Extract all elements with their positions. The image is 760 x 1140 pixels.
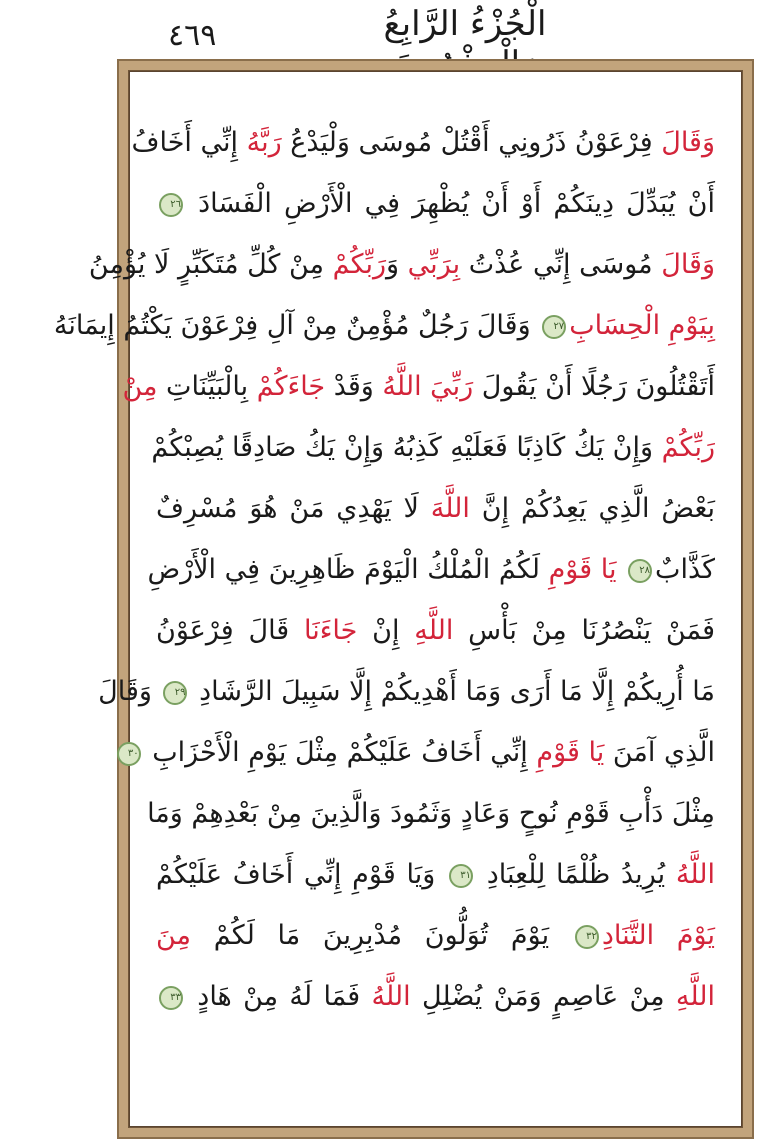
verse-number-marker: ٣٣ (159, 986, 183, 1010)
highlighted-word: وَقَالَ (661, 127, 715, 158)
verse-number-marker: ٢٧ (542, 315, 566, 339)
highlighted-word: اللَّهُ (675, 859, 715, 890)
verse-text: وَ (386, 249, 408, 280)
page-frame (53, 59, 754, 1139)
verse-line (147, 539, 715, 600)
verse-line (88, 234, 715, 295)
verse-line (156, 905, 715, 966)
verse-line (151, 417, 715, 478)
verse-number-marker: ٢٦ (159, 193, 183, 217)
highlighted-word: اللَّهِ (675, 981, 715, 1012)
verse-text: إِنِّي أَخَافُ (131, 127, 247, 158)
verse-text: مِنْ عَاصِمٍ وَمَنْ يُضْلِلِ (410, 981, 676, 1012)
verse-text: وَقَالَ رَجُلٌ مُؤْمِنٌ مِنْ آلِ فِرْعَوْنَ يَكْتُمُ إِيمَانَهُ (53, 310, 540, 341)
verse-text: مَا أُرِيكُمْ إِلَّا مَا أَرَى وَمَا أَهْدِيكُمْ إِلَّا سَبِيلَ الرَّشَادِ (190, 676, 715, 707)
verse-text: كَذَّابٌ (655, 554, 715, 585)
verse-text: لَا يَهْدِي مَنْ هُوَ مُسْرِفٌ (156, 493, 431, 524)
verse-text: بِالْبَيِّنَاتِ (157, 371, 257, 402)
verse-text: إِنِّي أَخَافُ عَلَيْكُمْ مِثْلَ يَوْمِ الْأَحْزَابِ (143, 737, 537, 768)
verse-text: إِنْ (357, 615, 415, 646)
verse-line (53, 295, 715, 356)
verse-line (156, 600, 715, 661)
verse-line (156, 966, 715, 1027)
highlighted-word: اللَّهُ (371, 981, 411, 1012)
page-header (0, 0, 760, 58)
highlighted-word: مِنَ (156, 920, 192, 951)
highlighted-word: يَا قَوْمِ (536, 737, 605, 768)
highlighted-word: بِرَبِّي (407, 249, 461, 280)
verse-text: فَمَنْ يَنْصُرُنَا مِنْ بَأْسِ (453, 615, 716, 646)
verse-text: مِنْ كُلِّ مُتَكَبِّرٍ لَا يُؤْمِنُ (88, 249, 333, 280)
verse-number-marker: ٣١ (449, 864, 473, 888)
juz-title: الْجُزْءُ الرَّابِعُ (383, 4, 547, 44)
verse-text: وَإِنْ يَكُ كَاذِبًا فَعَلَيْهِ كَذِبُهُ وَإِنْ يَكُ صَادِقًا يُصِبْكُمْ (151, 432, 662, 463)
verse-text: مُوسَى إِنِّي عُذْتُ (460, 249, 662, 280)
verse-text: يُرِيدُ ظُلْمًا لِلْعِبَادِ (475, 859, 676, 890)
verse-text: الَّذِي آمَنَ (604, 737, 715, 768)
highlighted-word: اللَّهَ (430, 493, 470, 524)
verse-text: فِرْعَوْنُ ذَرُونِي أَقْتُلْ مُوسَى وَلْيَدْعُ (281, 127, 662, 158)
verse-line (131, 112, 715, 173)
verse-text: فَمَا لَهُ مِنْ هَادٍ (186, 981, 372, 1012)
highlighted-word: رَبَّهُ (246, 127, 282, 158)
verse-text: يَوْمَ تُوَلُّونَ مُدْبِرِينَ مَا لَكُمْ (191, 920, 572, 951)
verse-line (156, 173, 715, 234)
highlighted-word: بِيَوْمِ الْحِسَابِ (569, 310, 715, 341)
verse-text: لَكُمُ الْمُلْكُ الْيَوْمَ ظَاهِرِينَ فِي الْأَرْضِ (147, 554, 549, 585)
verse-text: أَنْ يُبَدِّلَ دِينَكُمْ أَوْ أَنْ يُظْهِرَ فِي الْأَرْضِ الْفَسَادَ (186, 188, 715, 219)
verse-lines (53, 112, 716, 1027)
verse-line (122, 356, 715, 417)
verse-text: وَقَدْ (325, 371, 383, 402)
verse-number-marker: ٢٨ (628, 559, 652, 583)
verse-line (147, 783, 715, 844)
highlighted-word: رَبِّيَ اللَّهُ (382, 371, 474, 402)
verse-line (156, 478, 715, 539)
verse-text: بَعْضُ الَّذِي يَعِدُكُمْ إِنَّ (469, 493, 715, 524)
verse-number-marker: ٢٩ (163, 681, 187, 705)
verse-line (98, 661, 715, 722)
verse-text: أَتَقْتُلُونَ رَجُلًا أَنْ يَقُولَ (473, 371, 715, 402)
verse-number-marker: ٣٢ (575, 925, 599, 949)
highlighted-word: رَبِّكُمْ (332, 249, 387, 280)
highlighted-word: مِنْ (122, 371, 158, 402)
highlighted-word: يَوْمَ التَّنَادِ (601, 920, 715, 951)
highlighted-word: اللَّهِ (414, 615, 454, 646)
page-number: ٤٦٩ (168, 18, 217, 53)
highlighted-word: جَاءَكُمْ (256, 371, 326, 402)
verse-line (156, 844, 715, 905)
highlighted-word: رَبِّكُمْ (661, 432, 715, 463)
verse-text: وَيَا قَوْمِ إِنِّي أَخَافُ عَلَيْكُمْ (156, 859, 446, 890)
highlighted-word: جَاءَنَا (304, 615, 358, 646)
verse-text: مِثْلَ دَأْبِ قَوْمِ نُوحٍ وَعَادٍ وَثَمُودَ وَالَّذِينَ مِنْ بَعْدِهِمْ وَمَا (147, 798, 715, 829)
highlighted-word: وَقَالَ (661, 249, 715, 280)
verse-line (127, 722, 715, 783)
verse-text: قَالَ فِرْعَوْنُ (156, 615, 304, 646)
highlighted-word: يَا قَوْمِ (548, 554, 626, 585)
text-panel (53, 71, 742, 1127)
verse-number-marker: ٣٠ (117, 742, 141, 766)
verse-text: وَقَالَ (98, 676, 161, 707)
